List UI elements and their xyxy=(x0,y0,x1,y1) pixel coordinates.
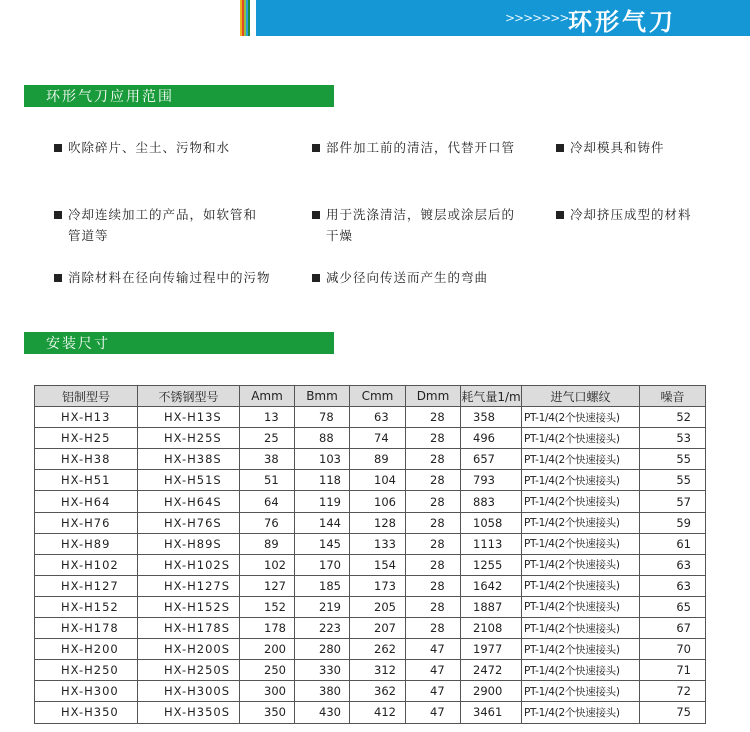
dim-b-cell: 103 xyxy=(295,449,350,470)
dim-c-cell: 106 xyxy=(350,491,406,512)
table-row xyxy=(35,596,706,617)
application-text: 冷却挤压成型的材料 xyxy=(570,207,692,222)
noise-cell: 63 xyxy=(640,554,706,575)
stainless-model-cell: HX-H64S xyxy=(138,491,240,512)
air-consumption-cell: 883 xyxy=(461,491,522,512)
inlet-thread-cell: PT-1/4(2个快速接头) xyxy=(522,512,640,533)
stainless-model-cell: HX-H152S xyxy=(138,596,240,617)
table-row xyxy=(35,491,706,512)
dim-a-cell: 200 xyxy=(240,639,295,660)
dim-d-cell: 28 xyxy=(406,428,461,449)
aluminum-model-cell: HX-H89 xyxy=(35,533,138,554)
dim-a-cell: 89 xyxy=(240,533,295,554)
application-text: 减少径向传送而产生的弯曲 xyxy=(326,270,489,285)
dim-b-cell: 330 xyxy=(295,660,350,681)
dim-b-cell: 380 xyxy=(295,681,350,702)
stripe xyxy=(248,0,250,36)
stainless-model-cell: HX-H51S xyxy=(138,470,240,491)
inlet-thread-cell: PT-1/4(2个快速接头) xyxy=(522,702,640,723)
air-consumption-cell: 496 xyxy=(461,428,522,449)
noise-cell: 53 xyxy=(640,428,706,449)
air-consumption-cell: 1642 xyxy=(461,575,522,596)
stainless-model-cell: HX-H38S xyxy=(138,449,240,470)
table-row xyxy=(35,660,706,681)
dim-c-cell: 74 xyxy=(350,428,406,449)
banner-arrows: >>>>>>> xyxy=(505,11,569,25)
application-item xyxy=(556,137,736,158)
dim-c-cell: 89 xyxy=(350,449,406,470)
dim-a-cell: 38 xyxy=(240,449,295,470)
column-header: 不锈钢型号 xyxy=(138,386,240,407)
dim-d-cell: 47 xyxy=(406,702,461,723)
inlet-thread-cell: PT-1/4(2个快速接头) xyxy=(522,681,640,702)
dim-c-cell: 128 xyxy=(350,512,406,533)
section-title: 环形气刀应用范围 xyxy=(46,89,174,105)
air-consumption-cell: 2900 xyxy=(461,681,522,702)
dim-a-cell: 350 xyxy=(240,702,295,723)
stainless-model-cell: HX-H102S xyxy=(138,554,240,575)
noise-cell: 65 xyxy=(640,596,706,617)
aluminum-model-cell: HX-H350 xyxy=(35,702,138,723)
color-stripes xyxy=(240,0,254,36)
table-row xyxy=(35,533,706,554)
dim-b-cell: 145 xyxy=(295,533,350,554)
noise-cell: 72 xyxy=(640,681,706,702)
dim-a-cell: 127 xyxy=(240,575,295,596)
dim-c-cell: 63 xyxy=(350,407,406,428)
dim-a-cell: 51 xyxy=(240,470,295,491)
column-header: Amm xyxy=(240,386,295,407)
table-row xyxy=(35,575,706,596)
column-header: Bmm xyxy=(295,386,350,407)
aluminum-model-cell: HX-H152 xyxy=(35,596,138,617)
section-title: 安装尺寸 xyxy=(46,336,110,352)
application-item xyxy=(54,267,309,288)
air-consumption-cell: 1113 xyxy=(461,533,522,554)
dim-a-cell: 13 xyxy=(240,407,295,428)
column-header: 噪音 xyxy=(640,386,706,407)
noise-cell: 59 xyxy=(640,512,706,533)
noise-cell: 57 xyxy=(640,491,706,512)
stainless-model-cell: HX-H25S xyxy=(138,428,240,449)
dim-a-cell: 25 xyxy=(240,428,295,449)
noise-cell: 63 xyxy=(640,575,706,596)
dim-d-cell: 28 xyxy=(406,449,461,470)
application-item xyxy=(312,267,552,288)
aluminum-model-cell: HX-H51 xyxy=(35,470,138,491)
dim-a-cell: 102 xyxy=(240,554,295,575)
application-text: 冷却连续加工的产品，如软管和 xyxy=(68,207,258,222)
application-text: 部件加工前的清洁，代替开口管 xyxy=(326,140,516,155)
dim-a-cell: 152 xyxy=(240,596,295,617)
dim-d-cell: 47 xyxy=(406,660,461,681)
air-consumption-cell: 1977 xyxy=(461,639,522,660)
dim-a-cell: 250 xyxy=(240,660,295,681)
square-bullet-icon xyxy=(556,211,564,219)
inlet-thread-cell: PT-1/4(2个快速接头) xyxy=(522,470,640,491)
application-item xyxy=(312,204,552,246)
dim-d-cell: 28 xyxy=(406,533,461,554)
stainless-model-cell: HX-H76S xyxy=(138,512,240,533)
application-text-continued: 管道等 xyxy=(68,228,109,243)
square-bullet-icon xyxy=(54,211,62,219)
aluminum-model-cell: HX-H13 xyxy=(35,407,138,428)
aluminum-model-cell: HX-H64 xyxy=(35,491,138,512)
dim-d-cell: 47 xyxy=(406,681,461,702)
table-row xyxy=(35,639,706,660)
dim-d-cell: 28 xyxy=(406,554,461,575)
application-text: 冷却模具和铸件 xyxy=(570,140,665,155)
table-row xyxy=(35,512,706,533)
stainless-model-cell: HX-H127S xyxy=(138,575,240,596)
section-header-applications xyxy=(24,85,334,107)
dim-b-cell: 119 xyxy=(295,491,350,512)
dim-a-cell: 178 xyxy=(240,618,295,639)
application-text: 用于洗涤清洁，镀层或涂层后的 xyxy=(326,207,516,222)
noise-cell: 71 xyxy=(640,660,706,681)
aluminum-model-cell: HX-H25 xyxy=(35,428,138,449)
noise-cell: 61 xyxy=(640,533,706,554)
application-text: 吹除碎片、尘土、污物和水 xyxy=(68,140,231,155)
noise-cell: 52 xyxy=(640,407,706,428)
square-bullet-icon xyxy=(312,211,320,219)
dim-c-cell: 312 xyxy=(350,660,406,681)
dim-d-cell: 28 xyxy=(406,618,461,639)
table-row xyxy=(35,449,706,470)
dim-b-cell: 118 xyxy=(295,470,350,491)
square-bullet-icon xyxy=(54,144,62,152)
air-consumption-cell: 3461 xyxy=(461,702,522,723)
table-row xyxy=(35,407,706,428)
aluminum-model-cell: HX-H76 xyxy=(35,512,138,533)
inlet-thread-cell: PT-1/4(2个快速接头) xyxy=(522,449,640,470)
dim-c-cell: 205 xyxy=(350,596,406,617)
column-header: 耗气量1/m xyxy=(461,386,522,407)
inlet-thread-cell: PT-1/4(2个快速接头) xyxy=(522,639,640,660)
table-row xyxy=(35,702,706,723)
aluminum-model-cell: HX-H178 xyxy=(35,618,138,639)
dim-d-cell: 28 xyxy=(406,575,461,596)
inlet-thread-cell: PT-1/4(2个快速接头) xyxy=(522,533,640,554)
inlet-thread-cell: PT-1/4(2个快速接头) xyxy=(522,575,640,596)
square-bullet-icon xyxy=(556,144,564,152)
application-item xyxy=(556,204,746,225)
dim-c-cell: 207 xyxy=(350,618,406,639)
aluminum-model-cell: HX-H102 xyxy=(35,554,138,575)
application-text-continued: 干燥 xyxy=(326,228,354,243)
dim-a-cell: 64 xyxy=(240,491,295,512)
inlet-thread-cell: PT-1/4(2个快速接头) xyxy=(522,491,640,512)
square-bullet-icon xyxy=(312,274,320,282)
aluminum-model-cell: HX-H250 xyxy=(35,660,138,681)
dim-c-cell: 412 xyxy=(350,702,406,723)
air-consumption-cell: 2108 xyxy=(461,618,522,639)
column-header: 铝制型号 xyxy=(35,386,138,407)
inlet-thread-cell: PT-1/4(2个快速接头) xyxy=(522,554,640,575)
aluminum-model-cell: HX-H300 xyxy=(35,681,138,702)
table-row xyxy=(35,681,706,702)
header-banner xyxy=(0,0,750,36)
section-header-dimensions xyxy=(24,332,334,354)
air-consumption-cell: 2472 xyxy=(461,660,522,681)
spec-table xyxy=(34,385,706,724)
dim-a-cell: 76 xyxy=(240,512,295,533)
stainless-model-cell: HX-H300S xyxy=(138,681,240,702)
dim-c-cell: 362 xyxy=(350,681,406,702)
dim-b-cell: 88 xyxy=(295,428,350,449)
dim-d-cell: 47 xyxy=(406,639,461,660)
dim-b-cell: 78 xyxy=(295,407,350,428)
air-consumption-cell: 1255 xyxy=(461,554,522,575)
aluminum-model-cell: HX-H200 xyxy=(35,639,138,660)
dim-c-cell: 133 xyxy=(350,533,406,554)
column-header: Dmm xyxy=(406,386,461,407)
dim-b-cell: 223 xyxy=(295,618,350,639)
application-item xyxy=(312,137,552,158)
inlet-thread-cell: PT-1/4(2个快速接头) xyxy=(522,660,640,681)
table-row xyxy=(35,554,706,575)
application-item xyxy=(54,204,304,246)
column-header: 进气口螺纹 xyxy=(522,386,640,407)
table-row xyxy=(35,470,706,491)
noise-cell: 55 xyxy=(640,449,706,470)
noise-cell: 70 xyxy=(640,639,706,660)
dim-b-cell: 219 xyxy=(295,596,350,617)
noise-cell: 75 xyxy=(640,702,706,723)
square-bullet-icon xyxy=(312,144,320,152)
inlet-thread-cell: PT-1/4(2个快速接头) xyxy=(522,428,640,449)
air-consumption-cell: 358 xyxy=(461,407,522,428)
stainless-model-cell: HX-H200S xyxy=(138,639,240,660)
noise-cell: 67 xyxy=(640,618,706,639)
dim-b-cell: 280 xyxy=(295,639,350,660)
inlet-thread-cell: PT-1/4(2个快速接头) xyxy=(522,618,640,639)
square-bullet-icon xyxy=(54,274,62,282)
inlet-thread-cell: PT-1/4(2个快速接头) xyxy=(522,407,640,428)
dim-b-cell: 430 xyxy=(295,702,350,723)
air-consumption-cell: 1887 xyxy=(461,596,522,617)
dim-c-cell: 262 xyxy=(350,639,406,660)
dim-b-cell: 144 xyxy=(295,512,350,533)
dim-d-cell: 28 xyxy=(406,407,461,428)
dim-d-cell: 28 xyxy=(406,596,461,617)
dim-b-cell: 185 xyxy=(295,575,350,596)
dim-c-cell: 154 xyxy=(350,554,406,575)
dim-c-cell: 173 xyxy=(350,575,406,596)
stainless-model-cell: HX-H13S xyxy=(138,407,240,428)
stainless-model-cell: HX-H178S xyxy=(138,618,240,639)
noise-cell: 55 xyxy=(640,470,706,491)
dim-b-cell: 170 xyxy=(295,554,350,575)
application-text: 消除材料在径向传输过程中的污物 xyxy=(68,270,271,285)
stainless-model-cell: HX-H350S xyxy=(138,702,240,723)
air-consumption-cell: 793 xyxy=(461,470,522,491)
dim-a-cell: 300 xyxy=(240,681,295,702)
aluminum-model-cell: HX-H38 xyxy=(35,449,138,470)
table-row xyxy=(35,618,706,639)
air-consumption-cell: 657 xyxy=(461,449,522,470)
aluminum-model-cell: HX-H127 xyxy=(35,575,138,596)
inlet-thread-cell: PT-1/4(2个快速接头) xyxy=(522,596,640,617)
column-header: Cmm xyxy=(350,386,406,407)
dim-d-cell: 28 xyxy=(406,491,461,512)
stainless-model-cell: HX-H89S xyxy=(138,533,240,554)
dim-d-cell: 28 xyxy=(406,512,461,533)
table-header-row xyxy=(35,386,706,407)
dim-c-cell: 104 xyxy=(350,470,406,491)
dim-d-cell: 28 xyxy=(406,470,461,491)
stainless-model-cell: HX-H250S xyxy=(138,660,240,681)
table-row xyxy=(35,428,706,449)
air-consumption-cell: 1058 xyxy=(461,512,522,533)
page-title: 环形气刀 xyxy=(568,8,676,36)
application-item xyxy=(54,137,304,158)
